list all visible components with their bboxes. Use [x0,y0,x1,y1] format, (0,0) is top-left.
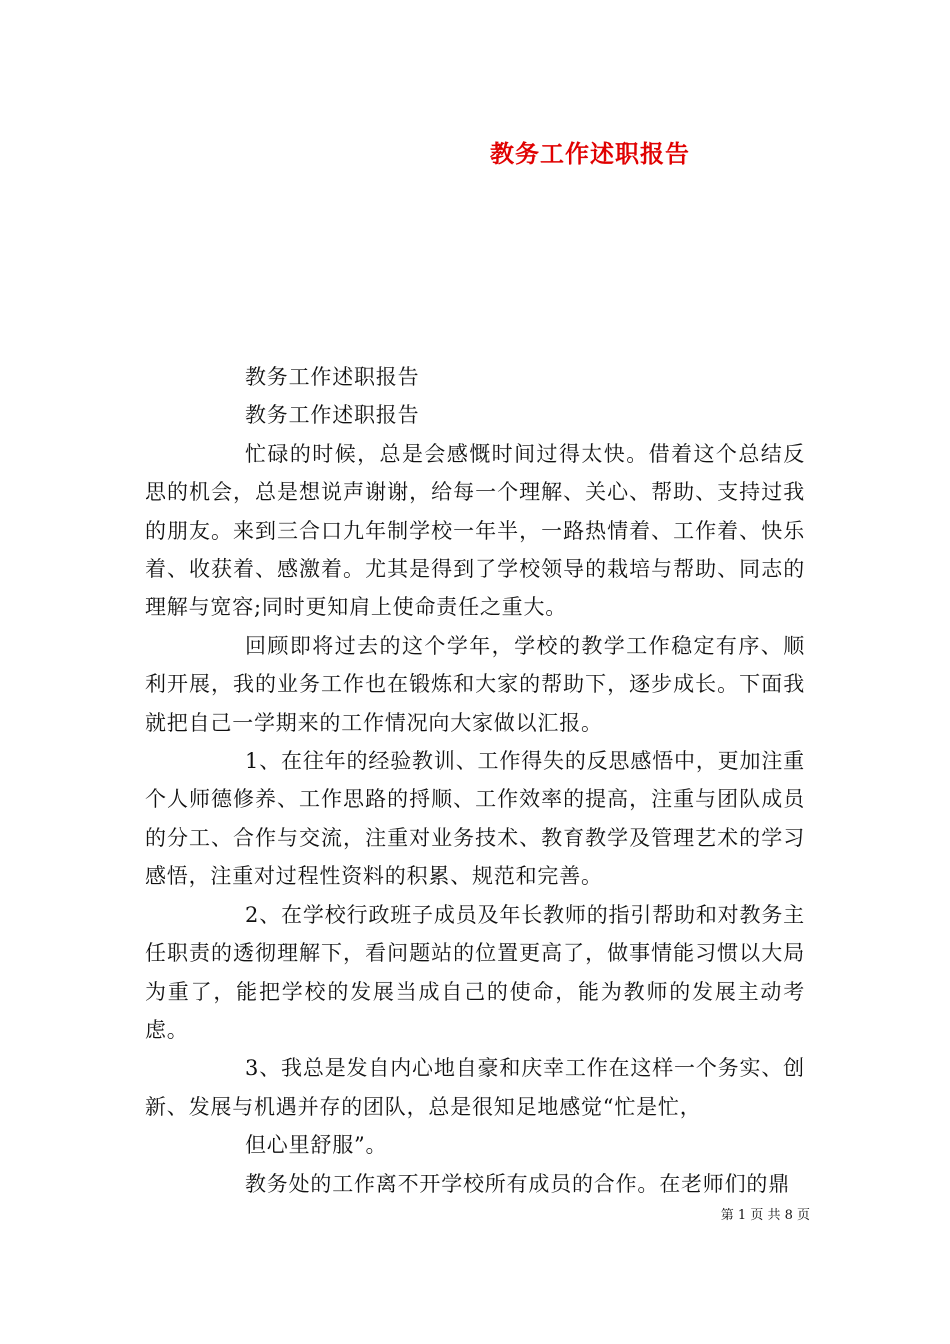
paragraph-closing: 教务处的工作离不开学校所有成员的合作。在老师们的鼎 [245,1171,790,1196]
document-body [145,358,805,1203]
paragraph-point-3: 3、我总是发自内心地自豪和庆幸工作在这样一个务实、创新、发展与机遇并存的团队，总是很知足地感觉“忙是忙， [145,1056,805,1119]
paragraph-review: 回顾即将过去的这个学年，学校的教学工作稳定有序、顺利开展，我的业务工作也在锻炼和大家的帮助下，逐步成长。下面我就把自己一学期来的工作情况向大家做以汇报。 [145,633,805,735]
page-number: 第 1 页 共 8 页 [720,1208,810,1223]
body-heading-1: 教务工作述职报告 [245,365,420,389]
paragraph-point-3-cont: 但心里舒服”。 [245,1133,388,1158]
body-heading-2: 教务工作述职报告 [245,403,420,428]
title-area [0,0,950,200]
paragraph-point-2: 2、在学校行政班子成员及年长教师的指引帮助和对教务主任职责的透彻理解下，看问题站的位置更高了，做事情能习惯以大局为重了，能把学校的发展当成自己的使命，能为教师的发展主动考虑。 [145,902,805,1042]
paragraph-intro: 忙碌的时候，总是会感慨时间过得太快。借着这个总结反思的机会，总是想说声谢谢，给每一个理解、关心、帮助、支持过我的朋友。来到三合口九年制学校一年半，一路热情着、工作着、快乐着、收获着、感激着。尤其是得到了学校领导的栽培与帮助、同志的理解与宽容;同时更知肩上使命责任之重大。 [145,441,805,620]
document-title: 教务工作述职报告 [490,139,690,168]
paragraph-point-1: 1、在往年的经验教训、工作得失的反思感悟中，更加注重个人师德修养、工作思路的捋顺、工作效率的提高，注重与团队成员的分工、合作与交流，注重对业务技术、教育教学及管理艺术的学习感悟，注重对过程性资料的积累、规范和完善。 [145,749,805,889]
